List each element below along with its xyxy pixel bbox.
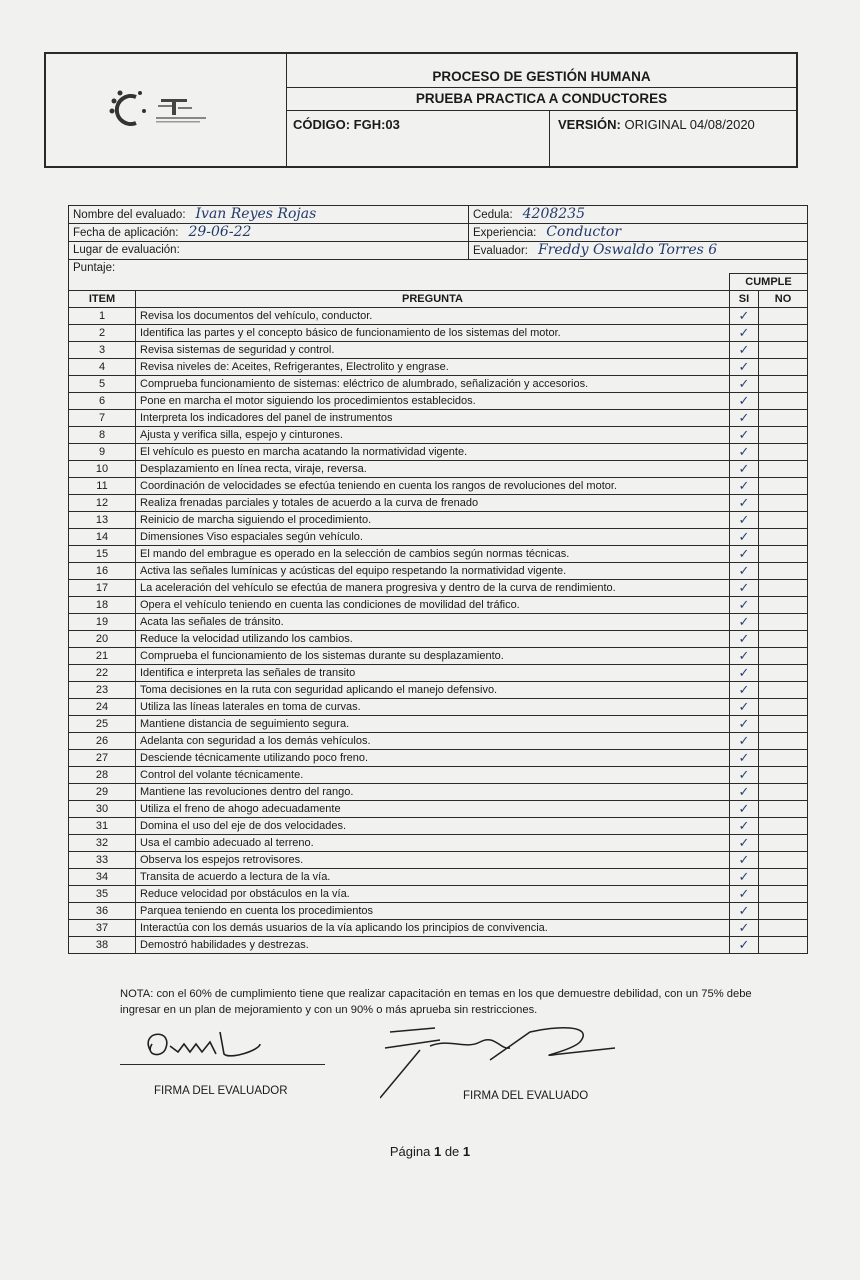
- si-check-icon: ✓: [730, 461, 759, 478]
- si-check-icon: ✓: [730, 886, 759, 903]
- item-question: Parquea teniendo en cuenta los procedimientos: [136, 903, 730, 920]
- item-number: 23: [69, 682, 136, 699]
- si-check-icon: ✓: [730, 308, 759, 325]
- si-check-icon: ✓: [730, 750, 759, 767]
- table-row: [69, 665, 808, 682]
- item-number: 30: [69, 801, 136, 818]
- si-check-icon: ✓: [730, 529, 759, 546]
- item-question: El vehículo es puesto en marcha acatando la normatividad vigente.: [136, 444, 730, 461]
- no-cell: [759, 376, 808, 393]
- item-question: Dimensiones Viso espaciales según vehículo.: [136, 529, 730, 546]
- si-check-icon: ✓: [730, 818, 759, 835]
- pregunta-header: PREGUNTA: [136, 291, 730, 308]
- no-cell: [759, 563, 808, 580]
- item-number: 14: [69, 529, 136, 546]
- item-number: 37: [69, 920, 136, 937]
- no-cell: [759, 461, 808, 478]
- si-check-icon: ✓: [730, 648, 759, 665]
- table-row: [69, 784, 808, 801]
- si-check-icon: ✓: [730, 784, 759, 801]
- item-number: 34: [69, 869, 136, 886]
- item-question: Desplazamiento en línea recta, viraje, reversa.: [136, 461, 730, 478]
- si-check-icon: ✓: [730, 342, 759, 359]
- table-row: [69, 376, 808, 393]
- no-cell: [759, 648, 808, 665]
- table-row: [69, 750, 808, 767]
- table-row: [69, 427, 808, 444]
- no-cell: [759, 614, 808, 631]
- si-check-icon: ✓: [730, 393, 759, 410]
- table-row: [69, 580, 808, 597]
- no-cell: [759, 342, 808, 359]
- table-row: [69, 869, 808, 886]
- table-row: [69, 410, 808, 427]
- si-header: SI: [730, 291, 759, 308]
- no-cell: [759, 308, 808, 325]
- item-number: 17: [69, 580, 136, 597]
- si-check-icon: ✓: [730, 869, 759, 886]
- si-check-icon: ✓: [730, 801, 759, 818]
- evaluation-table: [68, 273, 808, 954]
- item-number: 33: [69, 852, 136, 869]
- fecha-value: 29-06-22: [188, 224, 252, 240]
- item-question: Comprueba el funcionamiento de los sistemas durante su desplazamiento.: [136, 648, 730, 665]
- table-row: [69, 495, 808, 512]
- firma-evaluado-label: FIRMA DEL EVALUADO: [463, 1090, 589, 1102]
- no-cell: [759, 529, 808, 546]
- item-number: 19: [69, 614, 136, 631]
- item-number: 13: [69, 512, 136, 529]
- item-question: Activa las señales lumínicas y acústicas del equipo respetando la normatividad vigente.: [136, 563, 730, 580]
- si-check-icon: ✓: [730, 563, 759, 580]
- signature-evaluador: [120, 1020, 325, 1065]
- no-cell: [759, 750, 808, 767]
- si-check-icon: ✓: [730, 903, 759, 920]
- table-row: [69, 614, 808, 631]
- table-row: [69, 920, 808, 937]
- no-cell: [759, 801, 808, 818]
- evaluador-value: Freddy Oswaldo Torres 6: [537, 242, 718, 258]
- no-cell: [759, 665, 808, 682]
- item-question: Pone en marcha el motor siguiendo los procedimientos establecidos.: [136, 393, 730, 410]
- si-check-icon: ✓: [730, 359, 759, 376]
- table-row: [69, 342, 808, 359]
- logo-icon: [106, 85, 226, 135]
- table-row: [69, 852, 808, 869]
- table-row: [69, 801, 808, 818]
- item-number: 10: [69, 461, 136, 478]
- no-cell: [759, 869, 808, 886]
- si-check-icon: ✓: [730, 699, 759, 716]
- item-question: Mantiene distancia de seguimiento segura.: [136, 716, 730, 733]
- no-cell: [759, 444, 808, 461]
- no-cell: [759, 393, 808, 410]
- si-check-icon: ✓: [730, 478, 759, 495]
- item-question: Observa los espejos retrovisores.: [136, 852, 730, 869]
- firma-evaluador-label: FIRMA DEL EVALUADOR: [154, 1085, 288, 1097]
- no-cell: [759, 478, 808, 495]
- no-cell: [759, 903, 808, 920]
- cedula-value: 4208235: [522, 206, 585, 222]
- item-question: Control del volante técnicamente.: [136, 767, 730, 784]
- si-check-icon: ✓: [730, 546, 759, 563]
- no-cell: [759, 716, 808, 733]
- no-cell: [759, 682, 808, 699]
- item-number: 9: [69, 444, 136, 461]
- table-row: [69, 818, 808, 835]
- item-number: 24: [69, 699, 136, 716]
- item-header: ITEM: [69, 291, 136, 308]
- item-number: 35: [69, 886, 136, 903]
- item-number: 11: [69, 478, 136, 495]
- item-question: Transita de acuerdo a lectura de la vía.: [136, 869, 730, 886]
- item-number: 28: [69, 767, 136, 784]
- item-question: Identifica las partes y el concepto básico de funcionamiento de los sistemas del motor.: [136, 325, 730, 342]
- table-row: [69, 716, 808, 733]
- process-title: PROCESO DE GESTIÓN HUMANA: [287, 66, 796, 88]
- item-number: 20: [69, 631, 136, 648]
- no-cell: [759, 512, 808, 529]
- table-row: [69, 461, 808, 478]
- item-number: 1: [69, 308, 136, 325]
- si-check-icon: ✓: [730, 325, 759, 342]
- no-cell: [759, 546, 808, 563]
- page-number: Página 1 de 1: [389, 1144, 471, 1159]
- table-row: [69, 733, 808, 750]
- table-row: [69, 546, 808, 563]
- no-cell: [759, 597, 808, 614]
- no-cell: [759, 937, 808, 954]
- si-check-icon: ✓: [730, 682, 759, 699]
- evaluation-info: Nombre del evaluado: Ivan Reyes Rojas Cedula: 4208235 Fecha de aplicación: 29-06-22 Experiencia: Conductor Lugar de evaluación: Evaluador: Freddy Oswaldo Torres 6 Puntaje:: [68, 205, 808, 277]
- table-row: [69, 835, 808, 852]
- item-question: Toma decisiones en la ruta con seguridad aplicando el manejo defensivo.: [136, 682, 730, 699]
- table-row: [69, 563, 808, 580]
- no-cell: [759, 886, 808, 903]
- si-check-icon: ✓: [730, 614, 759, 631]
- signature-evaluado: [380, 1020, 620, 1100]
- item-question: Coordinación de velocidades se efectúa teniendo en cuenta los rangos de revoluciones del motor.: [136, 478, 730, 495]
- puntaje-label: Puntaje:: [73, 262, 116, 274]
- si-check-icon: ✓: [730, 580, 759, 597]
- item-question: Interactúa con los demás usuarios de la vía aplicando los principios de convivencia.: [136, 920, 730, 937]
- item-question: Utiliza el freno de ahogo adecuadamente: [136, 801, 730, 818]
- no-cell: [759, 920, 808, 937]
- table-row: [69, 325, 808, 342]
- item-question: Realiza frenadas parciales y totales de acuerdo a la curva de frenado: [136, 495, 730, 512]
- experiencia-value: Conductor: [546, 224, 622, 240]
- document-header: [44, 52, 798, 168]
- no-cell: [759, 818, 808, 835]
- no-cell: [759, 325, 808, 342]
- table-row: [69, 444, 808, 461]
- table-row: [69, 886, 808, 903]
- no-cell: [759, 784, 808, 801]
- nota-text: NOTA: con el 60% de cumplimiento tiene que realizar capacitación en temas en los que demuestre debilidad, con un 75% debe ingresar en un plan de mejoramiento y con un 90% o más aprueba sin restricciones.: [120, 988, 752, 1016]
- si-check-icon: ✓: [730, 852, 759, 869]
- item-number: 2: [69, 325, 136, 342]
- document-version: VERSIÓN: ORIGINAL 04/08/2020: [558, 117, 755, 132]
- document-code: CÓDIGO: FGH:03: [287, 111, 550, 166]
- nombre-value: Ivan Reyes Rojas: [195, 206, 317, 222]
- item-number: 36: [69, 903, 136, 920]
- item-question: Revisa sistemas de seguridad y control.: [136, 342, 730, 359]
- no-cell: [759, 835, 808, 852]
- table-row: [69, 512, 808, 529]
- item-question: Reinicio de marcha siguiendo el procedimiento.: [136, 512, 730, 529]
- item-question: Utiliza las líneas laterales en toma de curvas.: [136, 699, 730, 716]
- si-check-icon: ✓: [730, 410, 759, 427]
- item-number: 21: [69, 648, 136, 665]
- no-cell: [759, 767, 808, 784]
- item-question: Identifica e interpreta las señales de transito: [136, 665, 730, 682]
- item-question: Opera el vehículo teniendo en cuenta las condiciones de movilidad del tráfico.: [136, 597, 730, 614]
- si-check-icon: ✓: [730, 495, 759, 512]
- item-number: 6: [69, 393, 136, 410]
- item-number: 32: [69, 835, 136, 852]
- table-row: [69, 478, 808, 495]
- company-logo: [46, 54, 287, 166]
- item-number: 29: [69, 784, 136, 801]
- si-check-icon: ✓: [730, 376, 759, 393]
- table-row: [69, 529, 808, 546]
- item-number: 22: [69, 665, 136, 682]
- item-question: Reduce velocidad por obstáculos en la vía.: [136, 886, 730, 903]
- no-cell: [759, 580, 808, 597]
- item-number: 15: [69, 546, 136, 563]
- no-header: NO: [759, 291, 808, 308]
- item-question: Mantiene las revoluciones dentro del rango.: [136, 784, 730, 801]
- no-cell: [759, 631, 808, 648]
- table-row: [69, 903, 808, 920]
- table-row: [69, 308, 808, 325]
- item-question: El mando del embrague es operado en la selección de cambios según normas técnicas.: [136, 546, 730, 563]
- si-check-icon: ✓: [730, 597, 759, 614]
- item-question: Comprueba funcionamiento de sistemas: eléctrico de alumbrado, señalización y accesorios.: [136, 376, 730, 393]
- item-number: 38: [69, 937, 136, 954]
- item-question: Demostró habilidades y destrezas.: [136, 937, 730, 954]
- table-row: [69, 597, 808, 614]
- no-cell: [759, 410, 808, 427]
- table-row: [69, 699, 808, 716]
- si-check-icon: ✓: [730, 631, 759, 648]
- table-row: [69, 648, 808, 665]
- item-question: Ajusta y verifica silla, espejo y cinturones.: [136, 427, 730, 444]
- cumple-header: CUMPLE: [730, 274, 808, 291]
- item-number: 3: [69, 342, 136, 359]
- si-check-icon: ✓: [730, 444, 759, 461]
- item-question: Revisa los documentos del vehículo, conductor.: [136, 308, 730, 325]
- no-cell: [759, 852, 808, 869]
- table-row: [69, 393, 808, 410]
- si-check-icon: ✓: [730, 937, 759, 954]
- item-number: 5: [69, 376, 136, 393]
- no-cell: [759, 699, 808, 716]
- item-number: 8: [69, 427, 136, 444]
- si-check-icon: ✓: [730, 733, 759, 750]
- item-question: Interpreta los indicadores del panel de instrumentos: [136, 410, 730, 427]
- document-title: PRUEBA PRACTICA A CONDUCTORES: [287, 88, 796, 111]
- item-question: Usa el cambio adecuado al terreno.: [136, 835, 730, 852]
- item-question: Acata las señales de tránsito.: [136, 614, 730, 631]
- item-number: 12: [69, 495, 136, 512]
- si-check-icon: ✓: [730, 665, 759, 682]
- item-number: 31: [69, 818, 136, 835]
- table-row: [69, 359, 808, 376]
- item-number: 26: [69, 733, 136, 750]
- item-number: 4: [69, 359, 136, 376]
- no-cell: [759, 495, 808, 512]
- si-check-icon: ✓: [730, 920, 759, 937]
- item-question: La aceleración del vehículo se efectúa de manera progresiva y dentro de la curva de rendimiento.: [136, 580, 730, 597]
- si-check-icon: ✓: [730, 835, 759, 852]
- item-number: 16: [69, 563, 136, 580]
- table-row: [69, 767, 808, 784]
- no-cell: [759, 427, 808, 444]
- si-check-icon: ✓: [730, 716, 759, 733]
- item-question: Domina el uso del eje de dos velocidades.: [136, 818, 730, 835]
- item-question: Adelanta con seguridad a los demás vehículos.: [136, 733, 730, 750]
- lugar-label: Lugar de evaluación:: [73, 244, 180, 256]
- si-check-icon: ✓: [730, 427, 759, 444]
- si-check-icon: ✓: [730, 767, 759, 784]
- item-question: Revisa niveles de: Aceites, Refrigerantes, Electrolito y engrase.: [136, 359, 730, 376]
- no-cell: [759, 733, 808, 750]
- item-number: 27: [69, 750, 136, 767]
- table-row: [69, 682, 808, 699]
- item-number: 25: [69, 716, 136, 733]
- no-cell: [759, 359, 808, 376]
- item-number: 7: [69, 410, 136, 427]
- item-number: 18: [69, 597, 136, 614]
- table-row: [69, 631, 808, 648]
- item-question: Desciende técnicamente utilizando poco freno.: [136, 750, 730, 767]
- si-check-icon: ✓: [730, 512, 759, 529]
- item-question: Reduce la velocidad utilizando los cambios.: [136, 631, 730, 648]
- table-row: [69, 937, 808, 954]
